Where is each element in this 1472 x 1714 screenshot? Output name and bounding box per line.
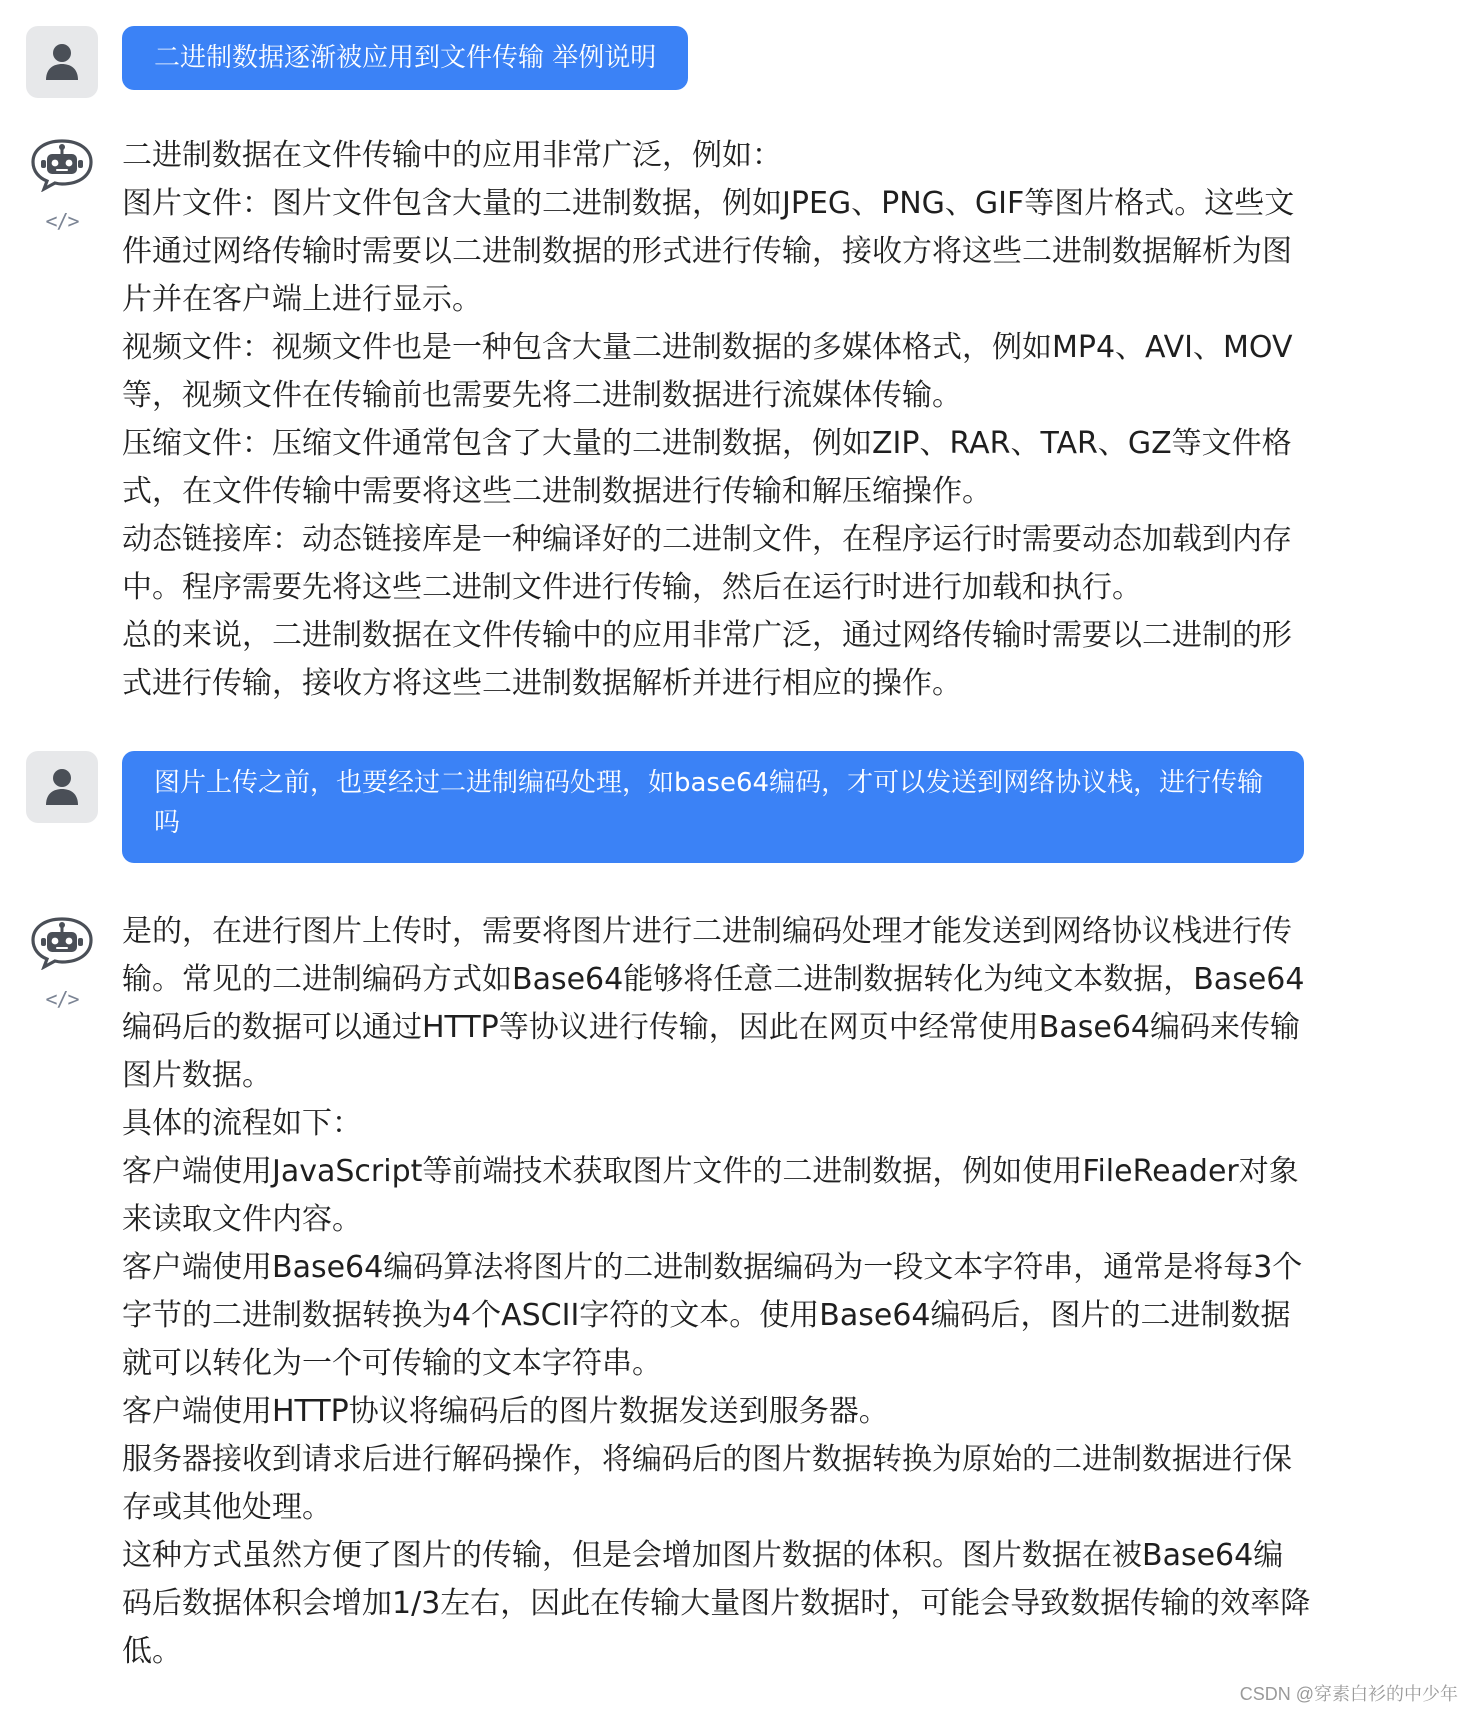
answer-paragraph: 具体的流程如下： bbox=[122, 1106, 362, 1141]
answer-paragraph: 客户端使用HTTP协议将编码后的图片数据发送到服务器。 bbox=[122, 1394, 889, 1429]
answer-paragraph: 视频文件：视频文件也是一种包含大量二进制数据的多媒体格式，例如MP4、AVI、MOV等，视频文件在传输前也需要先将二进制数据进行流媒体传输。 bbox=[122, 330, 1293, 413]
answer-paragraph: 客户端使用JavaScript等前端技术获取图片文件的二进制数据，例如使用FileReader对象来读取文件内容。 bbox=[122, 1154, 1299, 1237]
user-icon bbox=[44, 42, 80, 82]
answer-paragraph: 图片文件：图片文件包含大量的二进制数据，例如JPEG、PNG、GIF等图片格式。这些文件通过网络传输时需要以二进制数据的形式进行传输，接收方将这些二进制数据解析为图片并在客户端上进行显示。 bbox=[122, 186, 1295, 317]
user-message-bubble bbox=[122, 751, 1304, 863]
code-icon[interactable]: </> bbox=[45, 987, 79, 1011]
answer-paragraph: 客户端使用Base64编码算法将图片的二进制数据编码为一段文本字符串，通常是将每3个字节的二进制数据转换为4个ASCII字符的文本。使用Base64编码后，图片的二进制数据就可以转化为一个可传输的文本字符串。 bbox=[122, 1250, 1303, 1381]
code-icon[interactable]: </> bbox=[45, 209, 79, 233]
user-message-text: 图片上传之前，也要经过二进制编码处理，如base64编码，才可以发送到网络协议栈，进行传输吗 bbox=[154, 768, 1264, 838]
user-message-text: 二进制数据逐渐被应用到文件传输 举例说明 bbox=[154, 43, 657, 73]
bot-avatar bbox=[26, 138, 98, 210]
bot-answer bbox=[122, 132, 1312, 708]
answer-paragraph: 服务器接收到请求后进行解码操作，将编码后的图片数据转换为原始的二进制数据进行保存或其他处理。 bbox=[122, 1442, 1292, 1525]
answer-paragraph: 这种方式虽然方便了图片的传输，但是会增加图片数据的体积。图片数据在被Base64编码后数据体积会增加1/3左右，因此在传输大量图片数据时，可能会导致数据传输的效率降低。 bbox=[122, 1538, 1311, 1669]
answer-paragraph: 二进制数据在文件传输中的应用非常广泛，例如： bbox=[122, 138, 782, 173]
answer-paragraph: 是的，在进行图片上传时，需要将图片进行二进制编码处理才能发送到网络协议栈进行传输。常见的二进制编码方式如Base64能够将任意二进制数据转化为纯文本数据，Base64编码后的数据可以通过HTTP等协议进行传输，因此在网页中经常使用Base64编码来传输图片数据。 bbox=[122, 914, 1305, 1093]
user-icon bbox=[44, 767, 80, 807]
user-avatar bbox=[26, 26, 98, 98]
answer-paragraph: 动态链接库：动态链接库是一种编译好的二进制文件，在程序运行时需要动态加载到内存中。程序需要先将这些二进制文件进行传输，然后在运行时进行加载和执行。 bbox=[122, 522, 1292, 605]
user-message-bubble bbox=[122, 26, 688, 90]
robot-icon bbox=[30, 916, 94, 970]
bot-answer bbox=[122, 908, 1312, 1676]
bot-avatar bbox=[26, 916, 98, 988]
watermark: CSDN @穿素白衫的中少年 bbox=[1239, 1684, 1458, 1704]
answer-paragraph: 总的来说，二进制数据在文件传输中的应用非常广泛，通过网络传输时需要以二进制的形式进行传输，接收方将这些二进制数据解析并进行相应的操作。 bbox=[122, 618, 1292, 701]
robot-icon bbox=[30, 138, 94, 192]
user-avatar bbox=[26, 751, 98, 823]
answer-paragraph: 压缩文件：压缩文件通常包含了大量的二进制数据，例如ZIP、RAR、TAR、GZ等文件格式，在文件传输中需要将这些二进制数据进行传输和解压缩操作。 bbox=[122, 426, 1292, 509]
